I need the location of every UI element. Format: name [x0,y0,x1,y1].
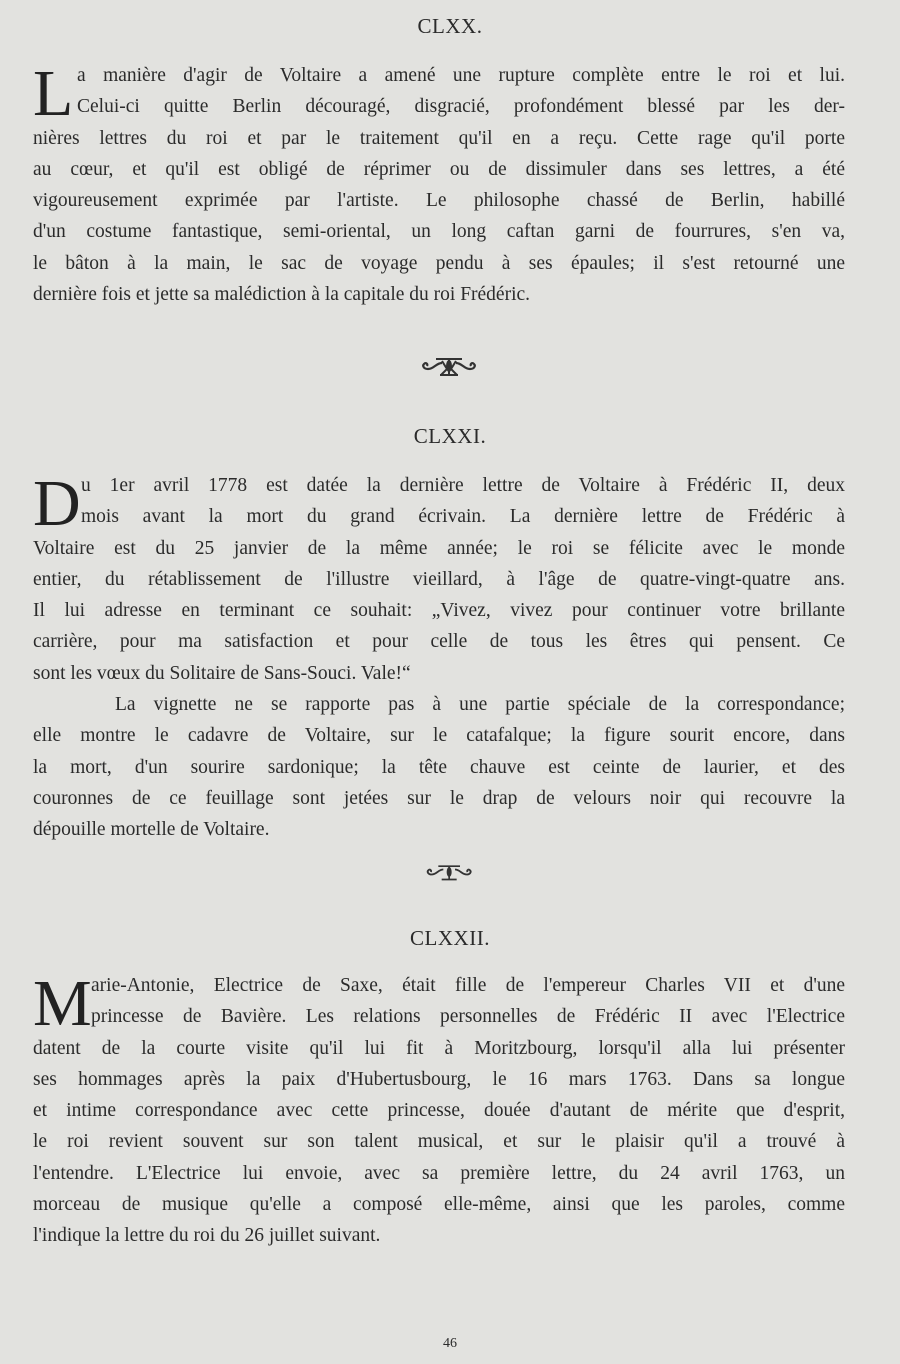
drop-cap: D [33,467,81,540]
text-line: Celui-ci quitte Berlin découragé, disgracié, profondément blessé par les der- [77,96,845,118]
section-body [33,57,845,310]
text-line: elle montre le cadavre de Voltaire, sur le catafalque; la figure sourit encore, dans [33,725,845,747]
text-line: dépouille mortelle de Voltaire. [33,819,270,841]
text-line: le bâton à la main, le sac de voyage pendu à ses épaules; il s'est retourné une [33,252,845,274]
ornament-icon [420,355,480,377]
text-line: entier, du rétablissement de l'illustre vieillard, à l'âge de quatre-vingt-quatre ans. [33,568,845,590]
text-line: ses hommages après la paix d'Hubertusbourg, le 16 mars 1763. Dans sa longue [33,1068,845,1090]
text-line: nières lettres du roi et par le traitement qu'il en a reçu. Cette rage qu'il porte [33,127,845,149]
text-line: dernière fois et jette sa malédiction à la capitale du roi Frédéric. [33,284,531,306]
text-line: et intime correspondance avec cette princesse, douée d'autant de mérite que d'esprit, [33,1100,845,1122]
text-line: d'un costume fantastique, semi-oriental, un long caftan garni de fourrures, s'en va, [33,221,845,243]
text-line: l'indique la lettre du roi du 26 juillet suivant. [33,1225,381,1247]
text-line: le roi revient souvent sur son talent musical, et sur le plaisir qu'il a trouvé à [33,1131,845,1153]
page-number: 46 [443,1336,457,1351]
text-line: la mort, d'un sourire sardonique; la tête chauve est ceinte de laurier, et des [33,756,845,778]
text-line: datent de la courte visite qu'il lui fit à Moritzbourg, lorsqu'il alla lui présenter [33,1037,845,1059]
text-line: sont les vœux du Solitaire de Sans-Souci. Vale!“ [33,662,411,684]
drop-cap: L [33,57,74,130]
ornament-icon [425,862,475,882]
text-line: vigoureusement exprimée par l'artiste. Le philosophe chassé de Berlin, habillé [33,190,845,212]
text-line: arie-Antonie, Electrice de Saxe, était fille de l'empereur Charles VII et d'une [91,975,845,996]
section-title: CLXXI. [413,424,487,448]
text-line: a manière d'agir de Voltaire a amené une rupture complète entre le roi et lui. [77,65,845,86]
text-line: mois avant la mort du grand écrivain. La dernière lettre de Frédéric à [81,506,845,528]
text-line: couronnes de ce feuillage sont jetées sur le drap de velours noir qui recouvre la [33,787,845,809]
text-line: au cœur, et qu'il est obligé de réprimer ou de dissimuler dans ses lettres, a été [33,158,845,180]
text-line: morceau de musique qu'elle a composé elle-même, ainsi que les paroles, comme [33,1194,845,1216]
section-body [33,967,845,1252]
text-line: Il lui adresse en terminant ce souhait: „Vivez, vivez pour continuer votre brillante [33,600,845,622]
text-line: princesse de Bavière. Les relations personnelles de Frédéric II avec l'Electrice [91,1006,845,1028]
text-line: l'entendre. L'Electrice lui envoie, avec sa première lettre, du 24 avril 1763, un [33,1162,845,1184]
text-line: La vignette ne se rapporte pas à une partie spéciale de la correspondance; [115,694,845,716]
text-line: Voltaire est du 25 janvier de la même année; le roi se félicite avec le monde [33,537,845,559]
text-line: carrière, pour ma satisfaction et pour celle de tous les êtres qui pensent. Ce [33,631,845,653]
text-line: u 1er avril 1778 est datée la dernière lettre de Voltaire à Frédéric II, deux [81,475,845,496]
section-body [33,467,845,846]
drop-cap: M [33,967,92,1040]
section-title: CLXX. [417,14,483,38]
section-title: CLXXII. [410,926,490,950]
